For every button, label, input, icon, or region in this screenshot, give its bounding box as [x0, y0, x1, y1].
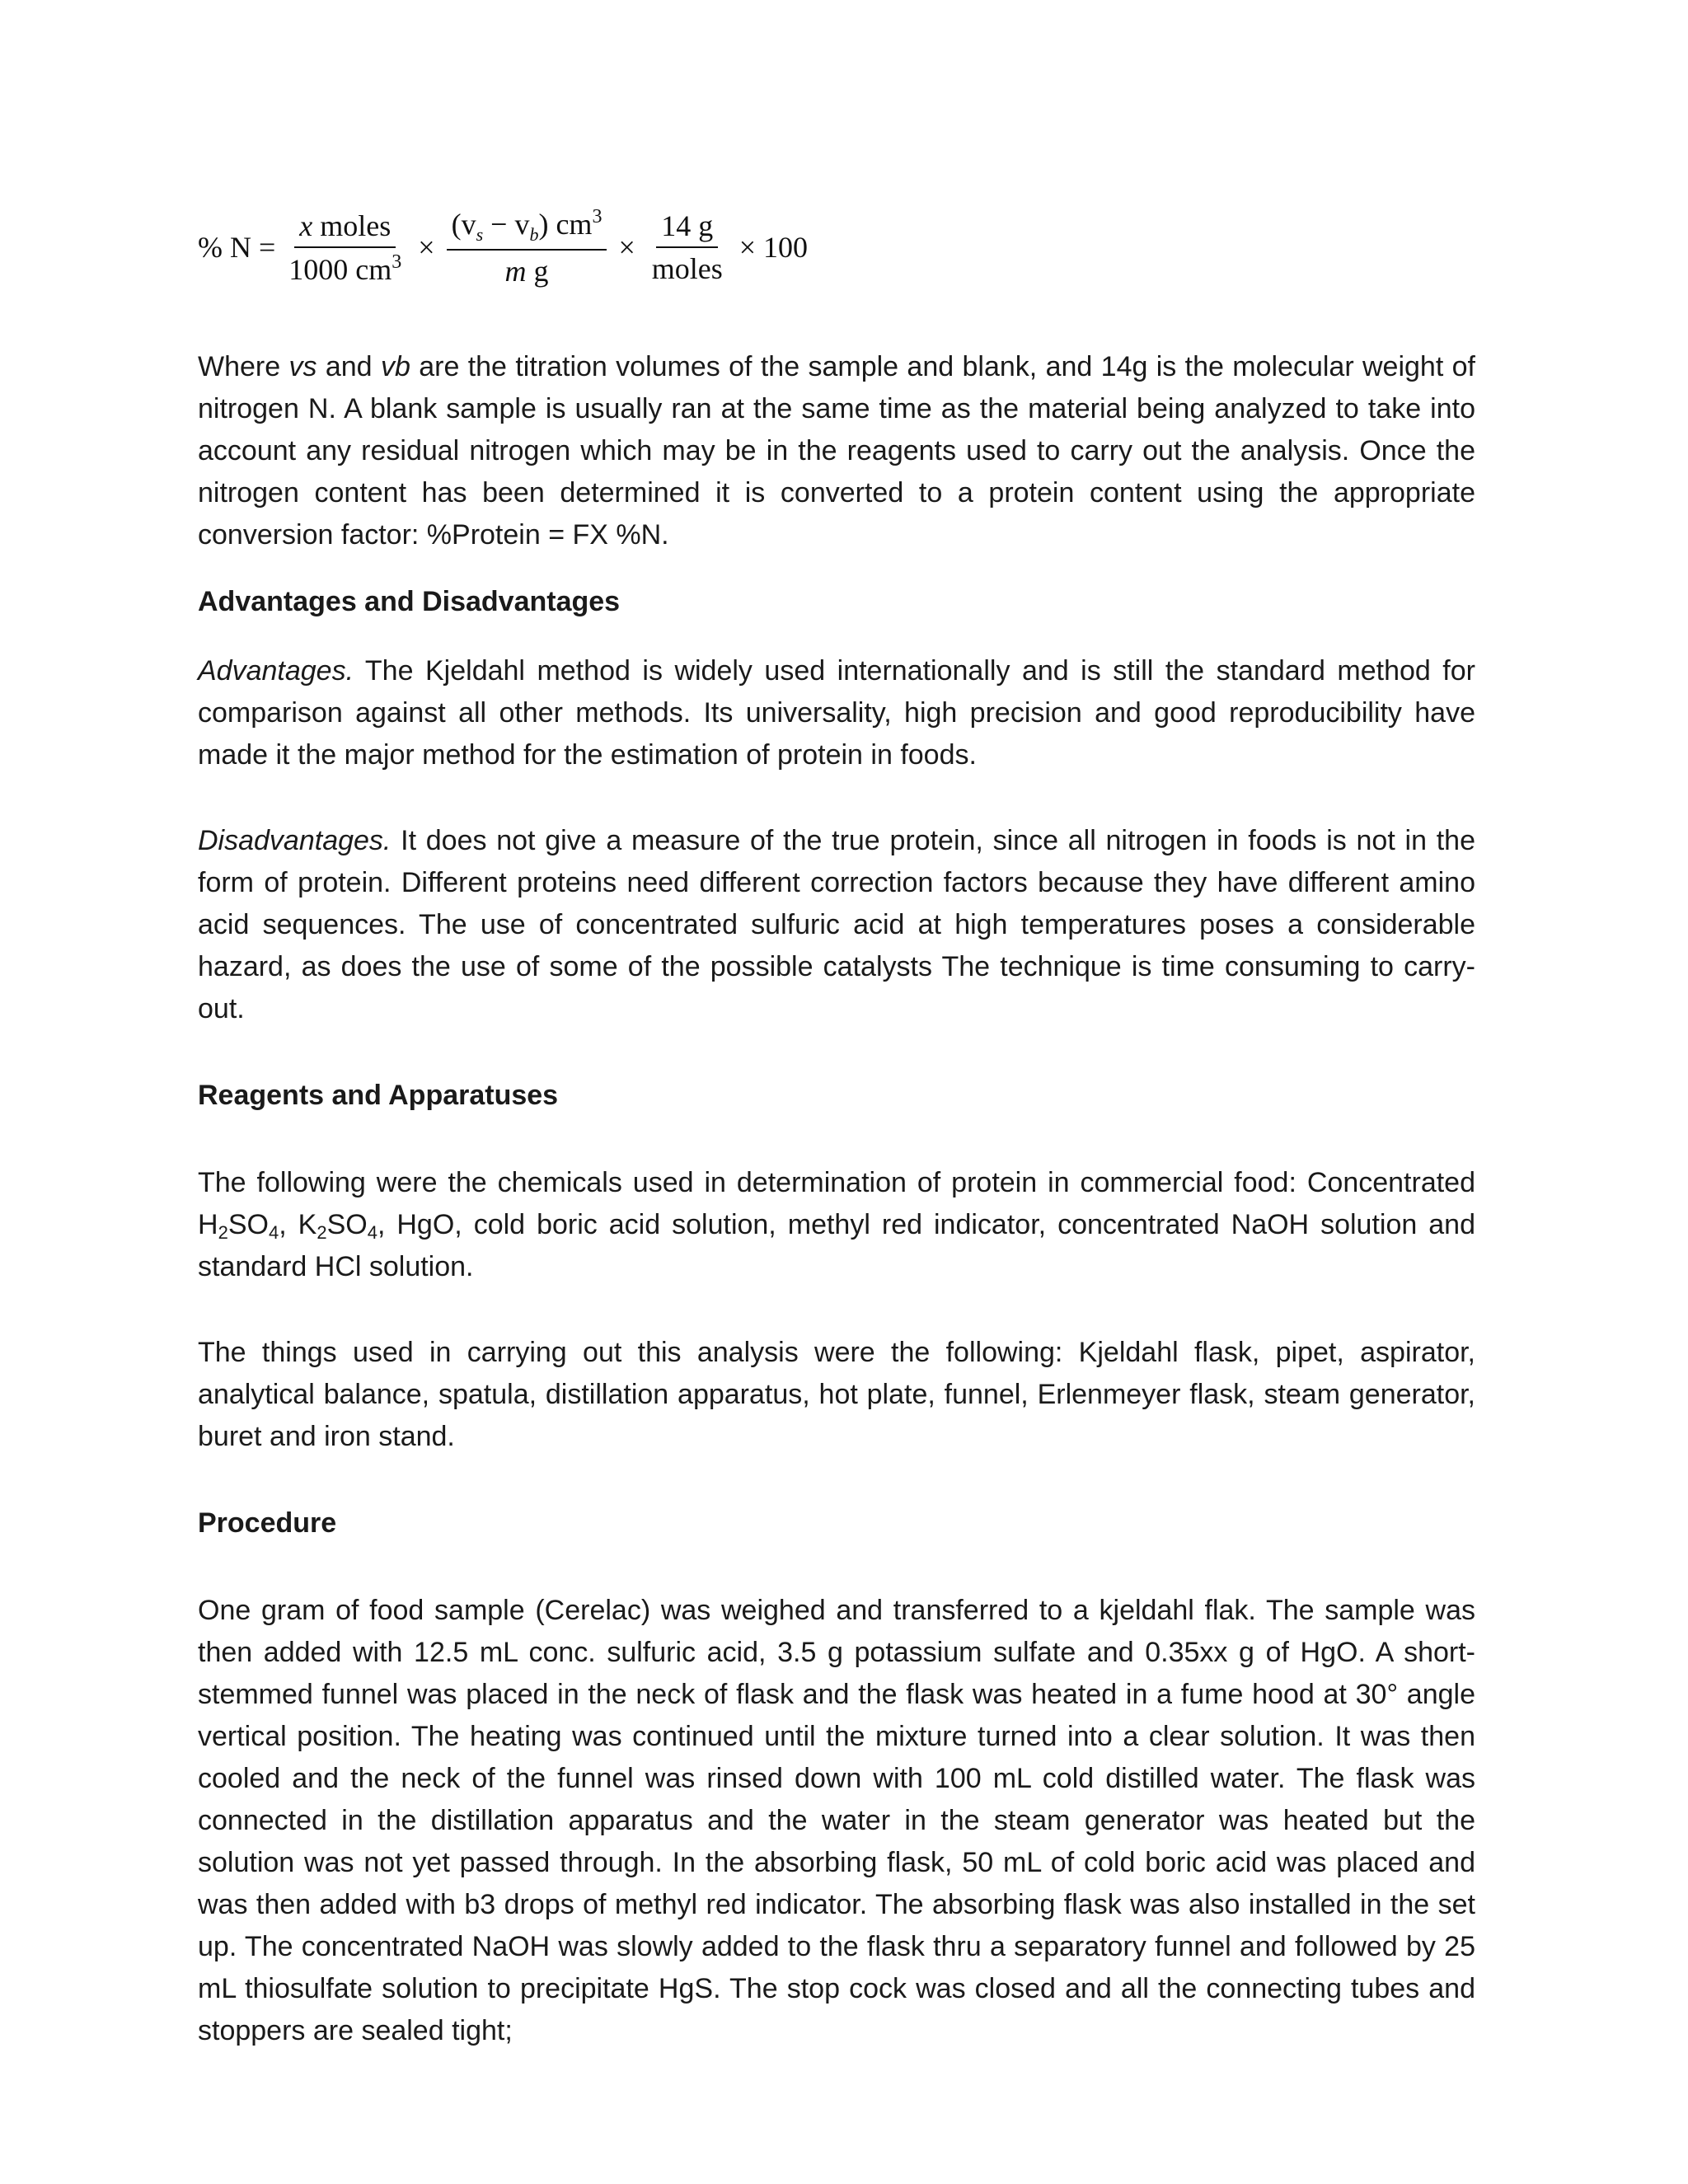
paragraph-procedure: One gram of food sample (Cerelac) was weighed and transferred to a kjeldahl flak. The sample was then added with 12.5 mL conc. sulfuric acid, 3.5 g potassium sulfate and 0.35xx g of HgO. A short-stemmed funnel was placed in the neck of flask and the flask was heated in a fume hood at 30° angle vertical position. The heating was continued until the mixture turned into a clear solution. It was then cooled and the neck of the funnel was rinsed down with 100 mL cold distilled water. The flask was connected in the distillation apparatus and the water in the steam generator was heated but the solution was not yet passed through. In the absorbing flask, 50 mL of cold boric acid was placed and was then added with b3 drops of methyl red indicator. The absorbing flask was also installed in the set up. The concentrated NaOH was slowly added to the flask thru a separatory funnel and followed by 25 mL thiosulfate solution to precipitate HgS. The stop cock was closed and all the connecting tubes and stoppers are sealed tight; — [198, 1595, 1475, 2046]
paragraph-formula-explanation: Where vs and vb are the titration volumes of the sample and blank, and 14g is the molecular weight of nitrogen N. A blank sample is usually ran at the same time as the material being analyzed to take into account any residual nitrogen which may be in the reagents used to carry out the analysis. Once the nitrogen content has been determined it is converted to a protein content using the appropriate conversion factor: %Protein = FX %N. — [198, 351, 1475, 551]
heading-reagents-apparatuses: Reagents and Apparatuses — [198, 1080, 559, 1111]
formula-fraction-molar-mass: $\frac{14 g}{\text{moles}}$ — [651, 209, 723, 285]
formula-times: × — [418, 231, 435, 264]
paragraph-apparatus: The things used in carrying out this analysis were the following: Kjeldahl flask, pipet, aspirator, analytical balance, spatula, distillation apparatus, hot plate, funnel, Erlenmeyer flask, steam generator, buret and iron stand. — [198, 1337, 1475, 1452]
formula-times: × — [618, 231, 635, 264]
formula-tail: × 100 — [738, 231, 809, 264]
paragraph-reagents: The following were the chemicals used in determination of protein in commercial food: Concentrated $H_2SO_4$, $K_2SO_4$, HgO, cold boric acid solution, methyl red indicator, concentrated NaOH solution and standard HCl solution. — [198, 1167, 1475, 1282]
heading-advantages-disadvantages: Advantages and Disadvantages — [198, 586, 621, 617]
document-page — [198, 190, 1475, 2052]
formula-fraction-moles: $\frac{\text{x moles}}{1000 cm^3}$ — [288, 209, 402, 286]
formula-lhs: % N = — [198, 231, 276, 264]
paragraph-disadvantages: Disadvantages. It does not give a measure of the true protein, since all nitrogen in foods is not in the form of protein. Different proteins need different correction factors because they have different amino acid sequences. The use of concentrated sulfuric acid at high temperatures poses a considerable hazard, as does the use of some of the possible catalysts The technique is time consuming to carry-out. — [198, 825, 1475, 1024]
nitrogen-formula — [198, 190, 1475, 305]
formula-fraction-volume: $\frac{(v_s - v_b) cm^3}{\text{m g}}$ — [447, 206, 607, 288]
heading-procedure: Procedure — [198, 1507, 337, 1539]
paragraph-advantages: Advantages. The Kjeldahl method is widely used internationally and is still the standard method for comparison against all other methods. Its universality, high precision and good reproducibility have made it the major method for the estimation of protein in foods. — [198, 655, 1475, 771]
